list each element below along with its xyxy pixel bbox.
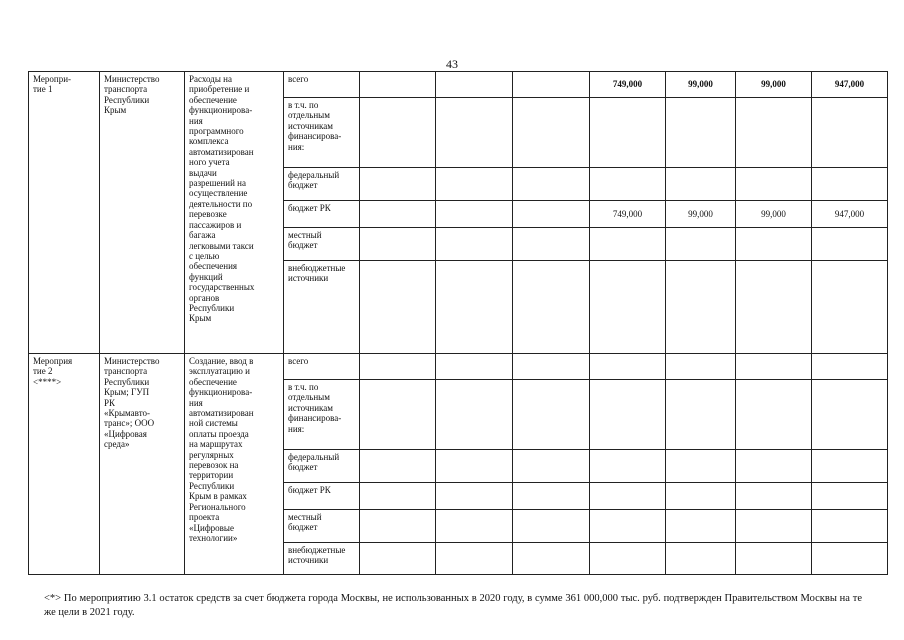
source-cell: всего (284, 354, 360, 380)
value-cell-y1 (590, 168, 666, 201)
value-cell-y2 (666, 98, 736, 168)
value-cell-y3 (736, 168, 812, 201)
value-cell-y1 (590, 261, 666, 354)
empty-cell (436, 543, 513, 575)
value-cell-y3 (736, 98, 812, 168)
source-cell: бюджет РК (284, 201, 360, 228)
value-cell-y1 (590, 380, 666, 450)
value-cell-y2 (666, 261, 736, 354)
empty-cell (513, 72, 590, 98)
value-cell-total (812, 380, 888, 450)
empty-cell (436, 510, 513, 543)
value-cell-y3 (736, 483, 812, 510)
value-cell-total (812, 483, 888, 510)
event-cell: Мероприя тие 2 <****> (29, 354, 100, 575)
empty-cell (513, 354, 590, 380)
empty-cell (436, 98, 513, 168)
footnote: <*> По мероприятию 3.1 остаток средств за счет бюджета города Москвы, не использованных в 2020 году, в сумме 361 000,000 тыс. руб. подтвержден Правительством Москвы на те же цели в 2021 году. (44, 593, 862, 618)
empty-cell (360, 228, 436, 261)
value-cell-total (812, 98, 888, 168)
empty-cell (360, 72, 436, 98)
empty-cell (436, 168, 513, 201)
empty-cell (436, 201, 513, 228)
empty-cell (436, 354, 513, 380)
value-cell-total: 947,000 (812, 201, 888, 228)
empty-cell (436, 72, 513, 98)
value-cell-total (812, 354, 888, 380)
empty-cell (513, 228, 590, 261)
value-cell-total (812, 450, 888, 483)
value-cell-y2 (666, 354, 736, 380)
empty-cell (513, 510, 590, 543)
empty-cell (513, 168, 590, 201)
source-cell: в т.ч. по отдельным источникам финансирова- ния: (284, 98, 360, 168)
source-cell: внебюджетные источники (284, 543, 360, 575)
value-cell-y2 (666, 483, 736, 510)
value-cell-y3 (736, 380, 812, 450)
empty-cell (513, 450, 590, 483)
empty-cell (513, 483, 590, 510)
value-cell-y1: 749,000 (590, 72, 666, 98)
event-cell: Меропри- тие 1 (29, 72, 100, 354)
source-cell: внебюджетные источники (284, 261, 360, 354)
value-cell-y2 (666, 168, 736, 201)
empty-cell (360, 354, 436, 380)
value-cell-y2: 99,000 (666, 201, 736, 228)
source-cell: всего (284, 72, 360, 98)
value-cell-y2: 99,000 (666, 72, 736, 98)
table-row (29, 72, 888, 98)
empty-cell (513, 543, 590, 575)
empty-cell (513, 201, 590, 228)
empty-cell (513, 261, 590, 354)
empty-cell (360, 483, 436, 510)
value-cell-y1 (590, 98, 666, 168)
value-cell-y2 (666, 450, 736, 483)
empty-cell (360, 450, 436, 483)
page-number: 43 (446, 57, 458, 71)
value-cell-y3 (736, 354, 812, 380)
value-cell-y2 (666, 228, 736, 261)
empty-cell (513, 380, 590, 450)
value-cell-y1 (590, 543, 666, 575)
description-cell: Расходы на приобретение и обеспечение функционирова- ния программного комплекса автоматизирован ного учета выдачи разрешений на осуществление деятельности по перевозке пассажиров и багажа легковыми такси с целью обеспечения функций государственных органов Республики Крым (185, 72, 284, 354)
budget-table (28, 71, 888, 575)
executor-cell: Министерство транспорта Республики Крым; ГУП РК «Крымавто- транс»; ООО «Цифровая среда» (100, 354, 185, 575)
value-cell-y3 (736, 450, 812, 483)
empty-cell (513, 98, 590, 168)
value-cell-total (812, 228, 888, 261)
value-cell-y1 (590, 450, 666, 483)
value-cell-y1 (590, 483, 666, 510)
empty-cell (436, 261, 513, 354)
value-cell-total (812, 510, 888, 543)
empty-cell (436, 450, 513, 483)
empty-cell (360, 510, 436, 543)
empty-cell (360, 168, 436, 201)
empty-cell (360, 543, 436, 575)
value-cell-total (812, 543, 888, 575)
value-cell-y3 (736, 543, 812, 575)
source-cell: федеральный бюджет (284, 450, 360, 483)
value-cell-y1 (590, 228, 666, 261)
value-cell-y3: 99,000 (736, 72, 812, 98)
description-cell: Создание, ввод в эксплуатацию и обеспечение функционирова- ния автоматизирован ной системы оплаты проезда на маршрутах регулярных перевозок на территории Республики Крым в рамках Регионального проекта «Цифровые технологии» (185, 354, 284, 575)
source-cell: бюджет РК (284, 483, 360, 510)
value-cell-y2 (666, 510, 736, 543)
value-cell-total (812, 261, 888, 354)
empty-cell (360, 261, 436, 354)
source-cell: федеральный бюджет (284, 168, 360, 201)
empty-cell (436, 228, 513, 261)
value-cell-total: 947,000 (812, 72, 888, 98)
empty-cell (360, 98, 436, 168)
empty-cell (360, 380, 436, 450)
value-cell-y3: 99,000 (736, 201, 812, 228)
value-cell-y3 (736, 510, 812, 543)
value-cell-y1 (590, 510, 666, 543)
source-cell: местный бюджет (284, 510, 360, 543)
value-cell-y3 (736, 261, 812, 354)
value-cell-y2 (666, 380, 736, 450)
value-cell-y3 (736, 228, 812, 261)
executor-cell: Министерство транспорта Республики Крым (100, 72, 185, 354)
value-cell-y2 (666, 543, 736, 575)
source-cell: в т.ч. по отдельным источникам финансирова- ния: (284, 380, 360, 450)
source-cell: местный бюджет (284, 228, 360, 261)
value-cell-y1: 749,000 (590, 201, 666, 228)
value-cell-y1 (590, 354, 666, 380)
empty-cell (360, 201, 436, 228)
empty-cell (436, 380, 513, 450)
table-row (29, 354, 888, 380)
value-cell-total (812, 168, 888, 201)
empty-cell (436, 483, 513, 510)
